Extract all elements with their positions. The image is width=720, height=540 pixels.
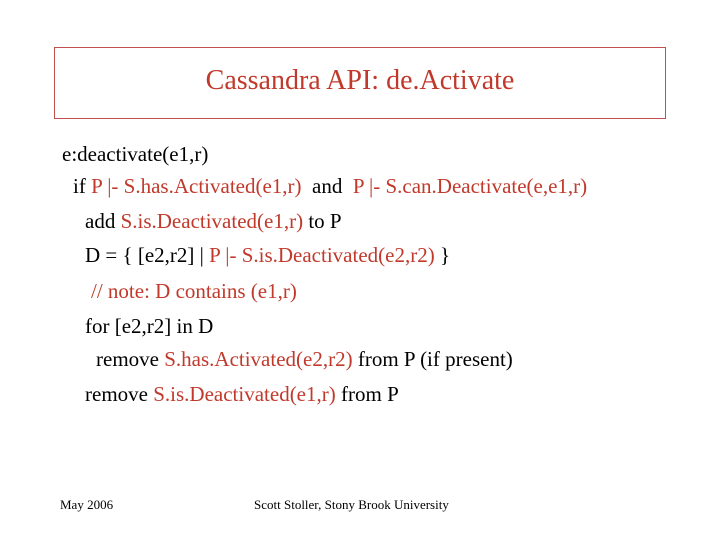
code-segment: remove bbox=[96, 347, 165, 371]
code-segment: // note: D contains (e1,r) bbox=[91, 279, 297, 303]
code-segment: from P (if present) bbox=[352, 347, 513, 371]
code-line-6 bbox=[85, 314, 213, 338]
code-line-1 bbox=[62, 142, 208, 166]
code-line-8 bbox=[85, 382, 399, 406]
code-line-4 bbox=[85, 243, 450, 267]
code-segment: S.is.Deactivated(e1,r) bbox=[120, 209, 304, 233]
footer-author: Scott Stoller, Stony Brook University bbox=[254, 497, 449, 512]
code-segment: to P bbox=[303, 209, 342, 233]
code-segment: S.is.Deactivated(e1,r) bbox=[153, 382, 336, 406]
code-segment: } bbox=[434, 243, 451, 267]
code-segment: P |- S.has.Activated(e1,r) bbox=[91, 174, 302, 198]
code-segment: if bbox=[73, 174, 92, 198]
code-line-2 bbox=[73, 174, 587, 198]
code-segment: P |- S.is.Deactivated(e2,r2) bbox=[209, 243, 435, 267]
code-line-7 bbox=[96, 347, 513, 371]
code-line-3 bbox=[85, 209, 342, 233]
code-segment: remove bbox=[85, 382, 154, 406]
code-segment: from P bbox=[335, 382, 399, 406]
title-box bbox=[54, 47, 666, 119]
code-segment: and bbox=[301, 174, 353, 198]
slide-title: Cassandra API: de.Activate bbox=[205, 65, 515, 96]
footer-date: May 2006 bbox=[60, 497, 114, 512]
code-comment-line bbox=[91, 279, 297, 303]
code-segment: e:deactivate(e1,r) bbox=[62, 142, 209, 166]
code-segment: P |- S.can.Deactivate(e,e1,r) bbox=[352, 174, 588, 198]
code-segment: D = { [e2,r2] | bbox=[85, 243, 210, 267]
code-segment: S.has.Activated(e2,r2) bbox=[164, 347, 353, 371]
code-segment: add bbox=[85, 209, 121, 233]
code-segment: for [e2,r2] in D bbox=[85, 314, 214, 338]
